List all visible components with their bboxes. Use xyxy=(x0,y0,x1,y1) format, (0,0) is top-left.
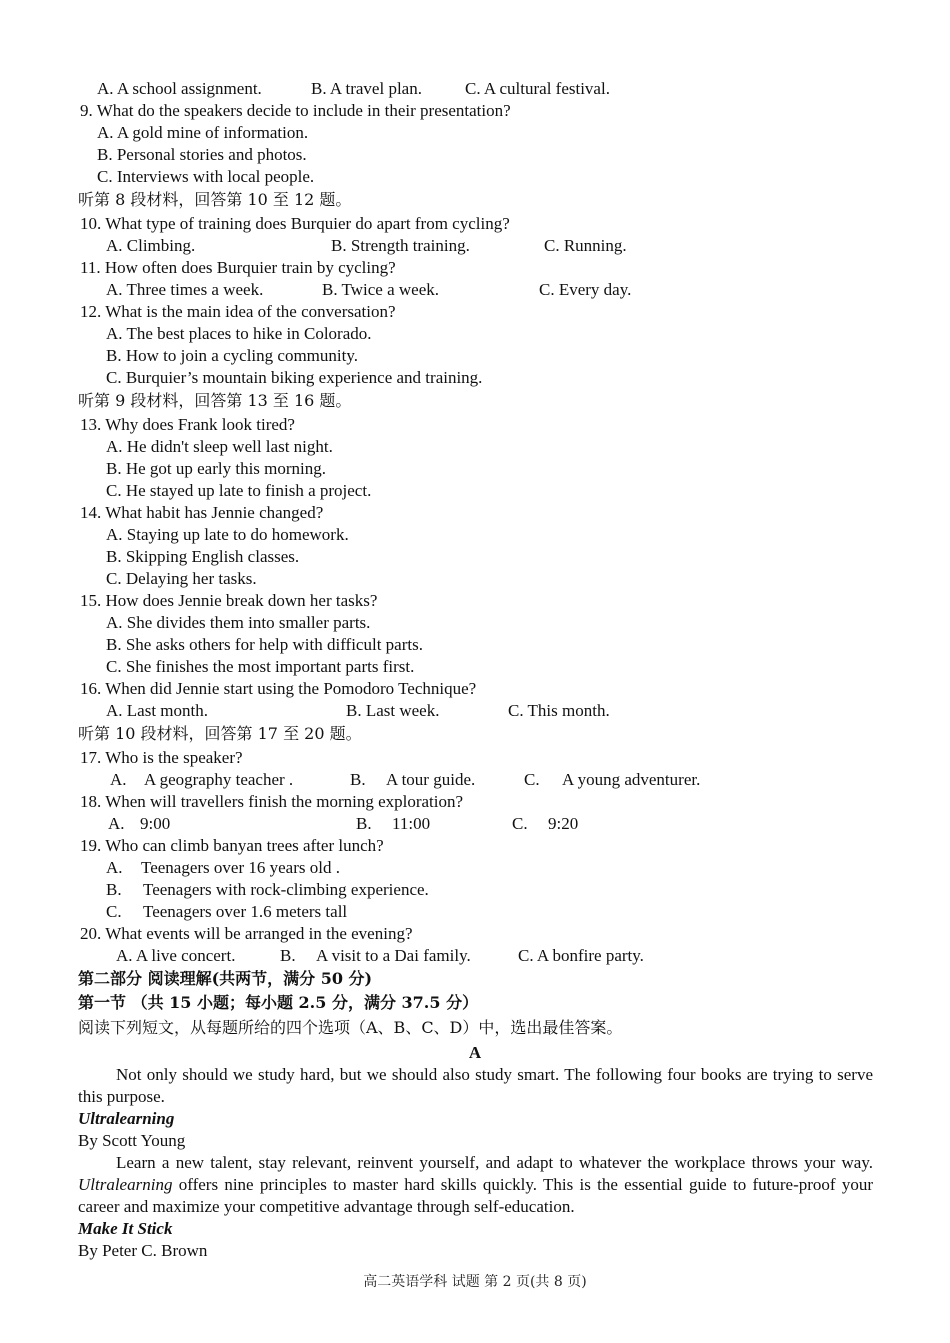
q12-option-b: B. How to join a cycling community. xyxy=(106,346,358,365)
q10-option-a: A. Climbing. xyxy=(106,236,196,255)
q17-option-c: A young adventurer. xyxy=(562,770,701,789)
q16-option-b: B. Last week. xyxy=(346,701,440,720)
q17-option-b-letter: B. xyxy=(350,770,366,789)
q19-option-a: Teenagers over 16 years old . xyxy=(141,858,340,877)
q16-option-c: C. This month. xyxy=(508,701,610,720)
q19-option-c: Teenagers over 1.6 meters tall xyxy=(143,902,348,921)
q18-option-a-letter: A. xyxy=(108,814,125,833)
q11-option-c: C. Every day. xyxy=(539,280,632,299)
q18-option-b: 11:00 xyxy=(392,814,431,833)
q18-stem: 18. When will travellers finish the morning exploration? xyxy=(80,792,464,811)
q13-stem: 13. Why does Frank look tired? xyxy=(80,415,295,434)
q12-option-c: C. Burquier’s mountain biking experience and training. xyxy=(106,368,483,387)
q10-option-b: B. Strength training. xyxy=(331,236,470,255)
section1-title: 第一节 （共 15 小题；每小题 2.5 分，满分 37.5 分） xyxy=(78,993,479,1012)
q12-stem: 12. What is the main idea of the conversation? xyxy=(80,302,396,321)
q17-stem: 17. Who is the speaker? xyxy=(80,748,243,767)
q17-option-a-letter: A. xyxy=(110,770,127,789)
book1-title: Ultralearning xyxy=(78,1109,175,1128)
q20-option-b: A visit to a Dai family. xyxy=(316,946,471,965)
q10-option-c: C. Running. xyxy=(544,236,627,255)
q14-option-b: B. Skipping English classes. xyxy=(106,547,300,566)
q20-option-a: A. A live concert. xyxy=(116,946,236,965)
q11-stem: 11. How often does Burquier train by cycling? xyxy=(80,258,396,277)
q9-option-b: B. Personal stories and photos. xyxy=(97,145,307,164)
q18-option-a: 9:00 xyxy=(140,814,171,833)
book1-desc-part2: offers nine principles to master hard skills quickly. This is the essential guide to future-proof your career and maximize your competitive advantage through self-education. xyxy=(78,1175,873,1216)
q20-option-b-letter: B. xyxy=(280,946,296,965)
book1-desc-italic: Ultralearning xyxy=(78,1175,173,1194)
q18-option-b-letter: B. xyxy=(356,814,372,833)
q19-stem: 19. Who can climb banyan trees after lunch? xyxy=(80,836,384,855)
passage-letter: A xyxy=(468,1043,482,1062)
q18-option-c: 9:20 xyxy=(548,814,579,833)
q19-option-a-letter: A. xyxy=(106,858,123,877)
passage-intro: Not only should we study hard, but we should also study smart. The following four books are trying to serve this purpose. xyxy=(78,1065,873,1106)
q19-option-c-letter: C. xyxy=(106,902,122,921)
q9-option-a: A. A gold mine of information. xyxy=(97,123,309,142)
q18-option-c-letter: C. xyxy=(512,814,528,833)
q10-stem: 10. What type of training does Burquier do apart from cycling? xyxy=(80,214,510,233)
q15-option-a: A. She divides them into smaller parts. xyxy=(106,613,371,632)
q9-stem: 9. What do the speakers decide to include in their presentation? xyxy=(80,101,511,120)
q16-option-a: A. Last month. xyxy=(106,701,208,720)
q15-option-c: C. She finishes the most important parts first. xyxy=(106,657,415,676)
section-10-heading: 听第 10 段材料，回答第 17 至 20 题。 xyxy=(78,724,362,743)
q8-option-a: A. A school assignment. xyxy=(97,79,262,98)
q8-option-c: C. A cultural festival. xyxy=(465,79,610,98)
q14-stem: 14. What habit has Jennie changed? xyxy=(80,503,324,522)
q20-option-c: C. A bonfire party. xyxy=(518,946,644,965)
q14-option-a: A. Staying up late to do homework. xyxy=(106,525,349,544)
section-8-heading: 听第 8 段材料，回答第 10 至 12 题。 xyxy=(78,190,352,209)
page-footer: 高二英语学科 试题 第 2 页(共 8 页) xyxy=(363,1274,587,1290)
q17-option-c-letter: C. xyxy=(524,770,540,789)
q13-option-c: C. He stayed up late to finish a project. xyxy=(106,481,372,500)
q15-option-b: B. She asks others for help with difficult parts. xyxy=(106,635,423,654)
q11-option-a: A. Three times a week. xyxy=(106,280,264,299)
q14-option-c: C. Delaying her tasks. xyxy=(106,569,257,588)
book2-author: By Peter C. Brown xyxy=(78,1241,208,1260)
q17-option-a: A geography teacher . xyxy=(144,770,294,789)
q19-option-b-letter: B. xyxy=(106,880,122,899)
q8-option-b: B. A travel plan. xyxy=(311,79,422,98)
q9-option-c: C. Interviews with local people. xyxy=(97,167,315,186)
book1-desc-part1: Learn a new talent, stay relevant, reinvent yourself, and adapt to whatever the workplace throws your way. xyxy=(116,1153,873,1172)
q13-option-a: A. He didn't sleep well last night. xyxy=(106,437,333,456)
q12-option-a: A. The best places to hike in Colorado. xyxy=(106,324,372,343)
part2-title: 第二部分 阅读理解(共两节，满分 50 分) xyxy=(78,969,373,988)
book1-author: By Scott Young xyxy=(78,1131,186,1150)
reading-instructions: 阅读下列短文，从每题所给的四个选项（A、B、C、D）中，选出最佳答案。 xyxy=(78,1018,623,1037)
book1-description xyxy=(78,1152,873,1218)
q17-option-b: A tour guide. xyxy=(386,770,476,789)
q16-stem: 16. When did Jennie start using the Pomodoro Technique? xyxy=(80,679,477,698)
q19-option-b: Teenagers with rock-climbing experience. xyxy=(143,880,429,899)
q11-option-b: B. Twice a week. xyxy=(322,280,439,299)
q13-option-b: B. He got up early this morning. xyxy=(106,459,327,478)
q15-stem: 15. How does Jennie break down her tasks? xyxy=(80,591,378,610)
q20-stem: 20. What events will be arranged in the evening? xyxy=(80,924,413,943)
book2-title: Make It Stick xyxy=(78,1219,173,1238)
section-9-heading: 听第 9 段材料，回答第 13 至 16 题。 xyxy=(78,391,352,410)
